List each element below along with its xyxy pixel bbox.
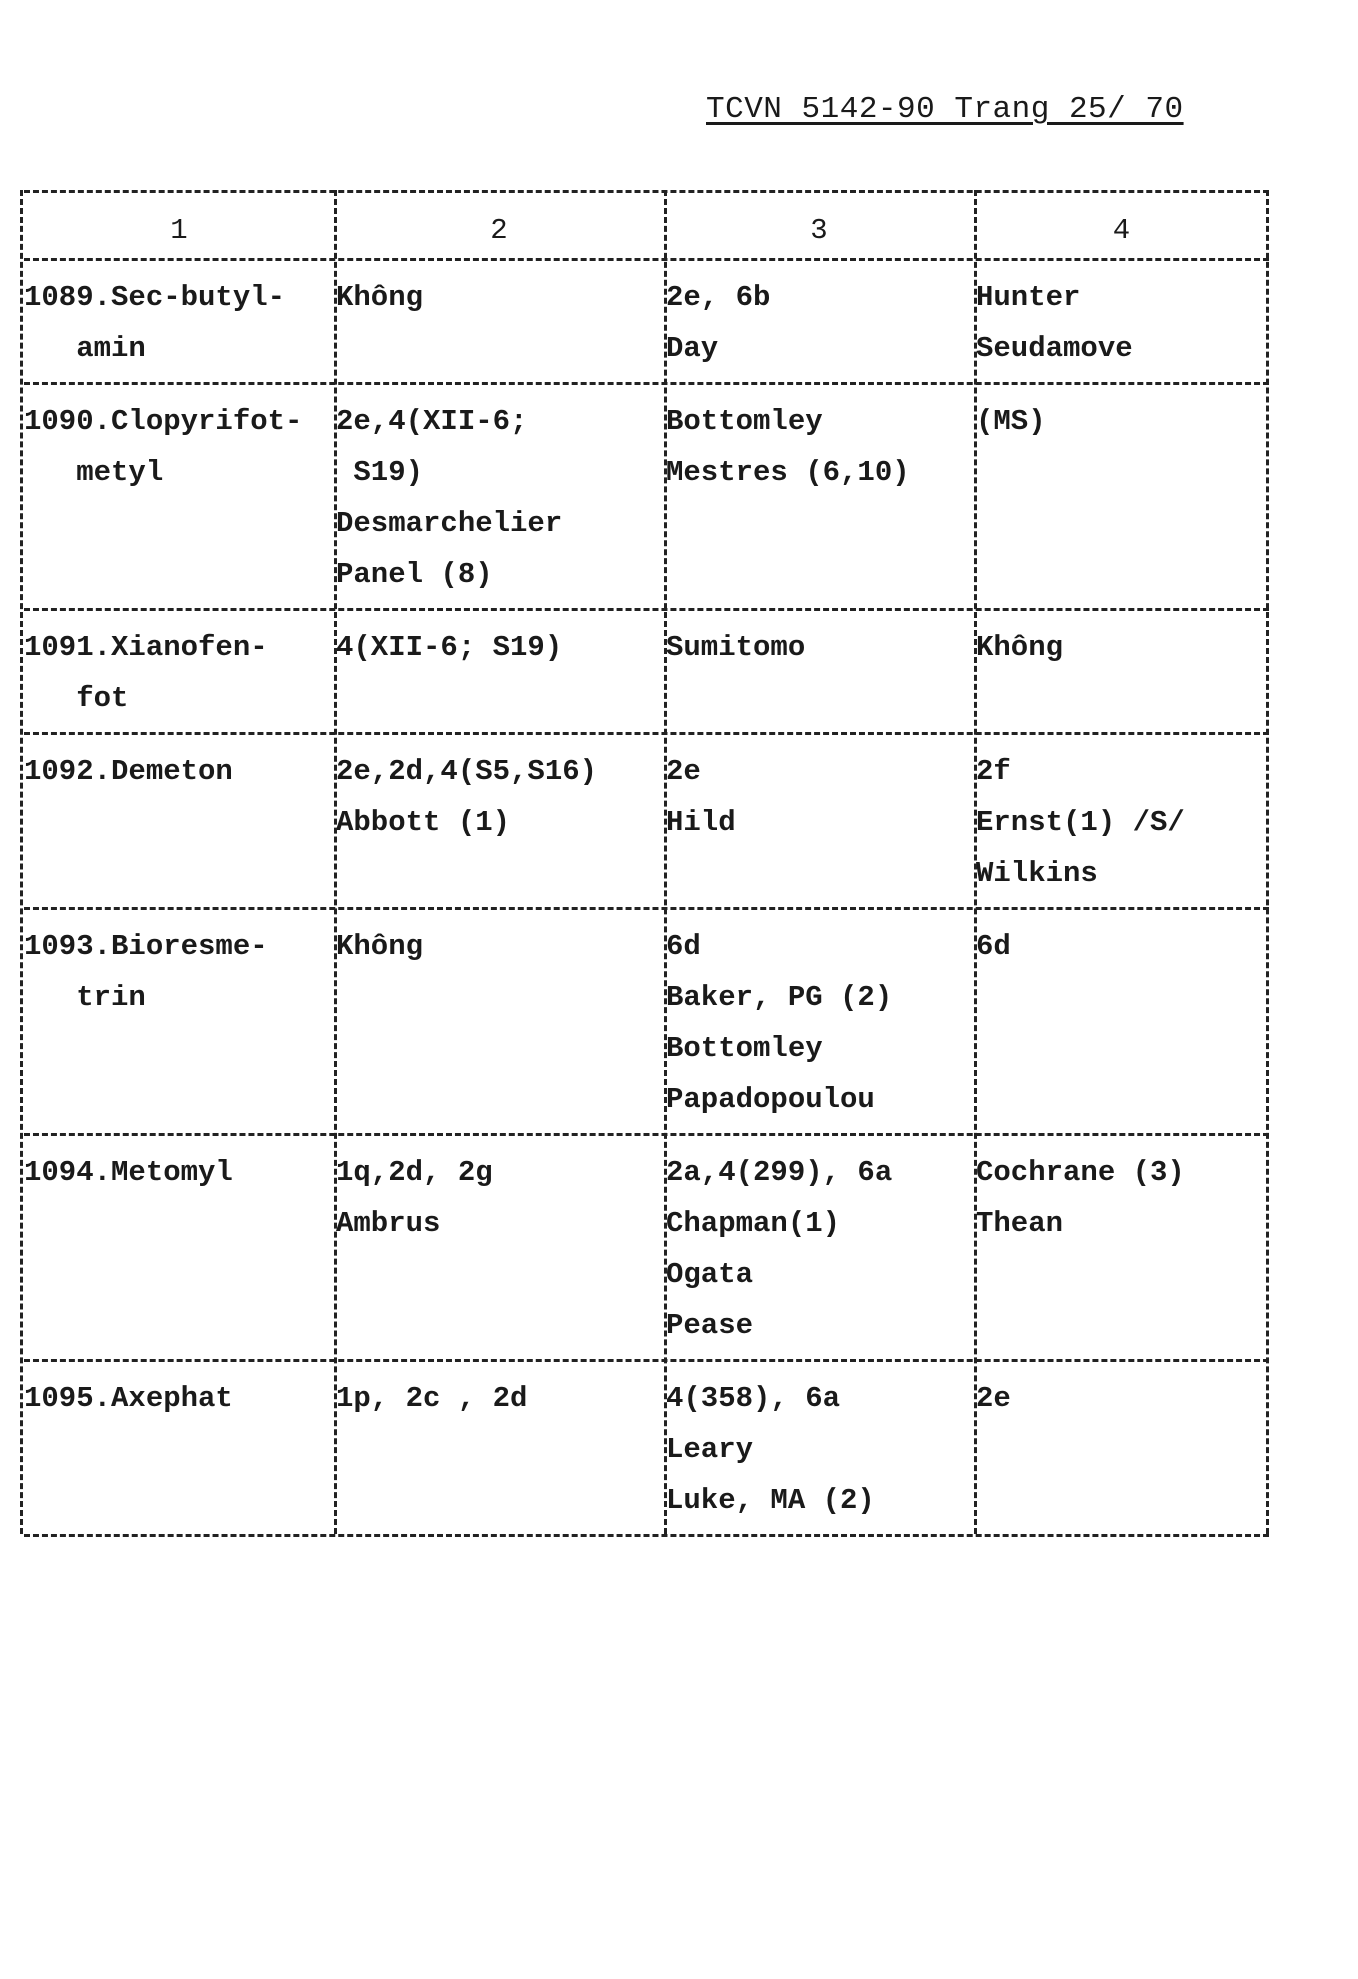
- cell-r1-c1-l0: 1090.Clopyrifot-: [24, 405, 303, 438]
- cell-r6-c3-l0: 4(358), 6a: [666, 1382, 841, 1415]
- column-header-2: 2: [490, 214, 508, 247]
- cell-r3-c4-l2: Wilkins: [976, 857, 1098, 890]
- column-header-4: 4: [1112, 214, 1131, 247]
- column-rule-4: [1266, 190, 1269, 1534]
- column-rule-1: [334, 190, 337, 1534]
- column-header-1: 1: [170, 214, 188, 247]
- cell-r1-c3-l0: Bottomley: [666, 405, 823, 438]
- cell-r3-c4-l1: Ernst(1) /S/: [976, 806, 1185, 839]
- cell-r6-c4-l0: 2e: [976, 1382, 1011, 1415]
- cell-r2-c3-l0: Sumitomo: [666, 631, 806, 664]
- cell-r2-c4-l0: Không: [976, 631, 1064, 664]
- cell-r5-c4-l0: Cochrane (3): [976, 1156, 1185, 1189]
- cell-r4-c4-l0: 6d: [976, 930, 1011, 963]
- cell-r0-c1-l1: amin: [24, 332, 146, 365]
- cell-r3-c3-l1: Hild: [666, 806, 736, 839]
- column-rule-2: [664, 190, 667, 1534]
- column-rule-3: [974, 190, 977, 1534]
- cell-r0-c1-l0: 1089.Sec-butyl-: [24, 281, 286, 314]
- cell-r5-c4-l1: Thean: [976, 1207, 1064, 1240]
- cell-r6-c3-l1: Leary: [666, 1433, 754, 1466]
- cell-r2-c1-l0: 1091.Xianofen-: [24, 631, 268, 664]
- cell-r2-c1-l1: fot: [24, 682, 129, 715]
- cell-r1-c2-l0: 2e,4(XII-6;: [336, 405, 528, 438]
- table-top-rule: [24, 190, 1269, 193]
- row-separator: [24, 732, 1269, 735]
- cell-r3-c2-l1: Abbott (1): [336, 806, 511, 839]
- cell-r1-c2-l2: Desmarchelier: [336, 507, 563, 540]
- cell-r0-c3-l1: Day: [666, 332, 719, 365]
- cell-r1-c2-l1: S19): [336, 456, 424, 489]
- cell-r0-c2-l0: Không: [336, 281, 424, 314]
- cell-r6-c1-l0: 1095.Axephat: [24, 1382, 233, 1415]
- cell-r4-c1-l1: trin: [24, 981, 146, 1014]
- cell-r4-c2-l0: Không: [336, 930, 424, 963]
- cell-r4-c3-l3: Papadopoulou: [666, 1083, 875, 1116]
- cell-r3-c1-l0: 1092.Demeton: [24, 755, 233, 788]
- cell-r2-c2-l0: 4(XII-6; S19): [336, 631, 563, 664]
- row-separator: [24, 1133, 1269, 1136]
- page-header: TCVN 5142-90 Trang 25/ 70: [706, 92, 1184, 127]
- cell-r4-c3-l2: Bottomley: [666, 1032, 823, 1065]
- cell-r6-c2-l0: 1p, 2c , 2d: [336, 1382, 528, 1415]
- cell-r5-c2-l1: Ambrus: [336, 1207, 441, 1240]
- cell-r1-c4-l0: (MS): [976, 405, 1046, 438]
- row-separator: [24, 1359, 1269, 1362]
- cell-r5-c3-l3: Pease: [666, 1309, 754, 1342]
- cell-r1-c2-l3: Panel (8): [336, 558, 493, 591]
- cell-r0-c4-l0: Hunter: [976, 281, 1081, 314]
- cell-r5-c2-l0: 1q,2d, 2g: [336, 1156, 493, 1189]
- header-rule: [24, 258, 1269, 261]
- cell-r3-c3-l0: 2e: [666, 755, 701, 788]
- row-separator: [24, 608, 1269, 611]
- cell-r3-c4-l0: 2f: [976, 755, 1011, 788]
- cell-r5-c3-l0: 2a,4(299), 6a: [666, 1156, 893, 1189]
- cell-r4-c3-l0: 6d: [666, 930, 701, 963]
- cell-r6-c3-l2: Luke, MA (2): [666, 1484, 875, 1517]
- cell-r4-c1-l0: 1093.Bioresme-: [24, 930, 268, 963]
- cell-r3-c2-l0: 2e,2d,4(S5,S16): [336, 755, 598, 788]
- row-separator: [24, 1534, 1269, 1537]
- cell-r5-c3-l1: Chapman(1): [666, 1207, 841, 1240]
- cell-r1-c3-l1: Mestres (6,10): [666, 456, 910, 489]
- cell-r1-c1-l1: metyl: [24, 456, 164, 489]
- row-separator: [24, 382, 1269, 385]
- cell-r5-c1-l0: 1094.Metomyl: [24, 1156, 233, 1189]
- column-header-3: 3: [810, 214, 828, 247]
- cell-r0-c4-l1: Seudamove: [976, 332, 1133, 365]
- column-rule-0: [20, 190, 23, 1534]
- cell-r0-c3-l0: 2e, 6b: [666, 281, 771, 314]
- row-separator: [24, 907, 1269, 910]
- cell-r5-c3-l2: Ogata: [666, 1258, 754, 1291]
- cell-r4-c3-l1: Baker, PG (2): [666, 981, 893, 1014]
